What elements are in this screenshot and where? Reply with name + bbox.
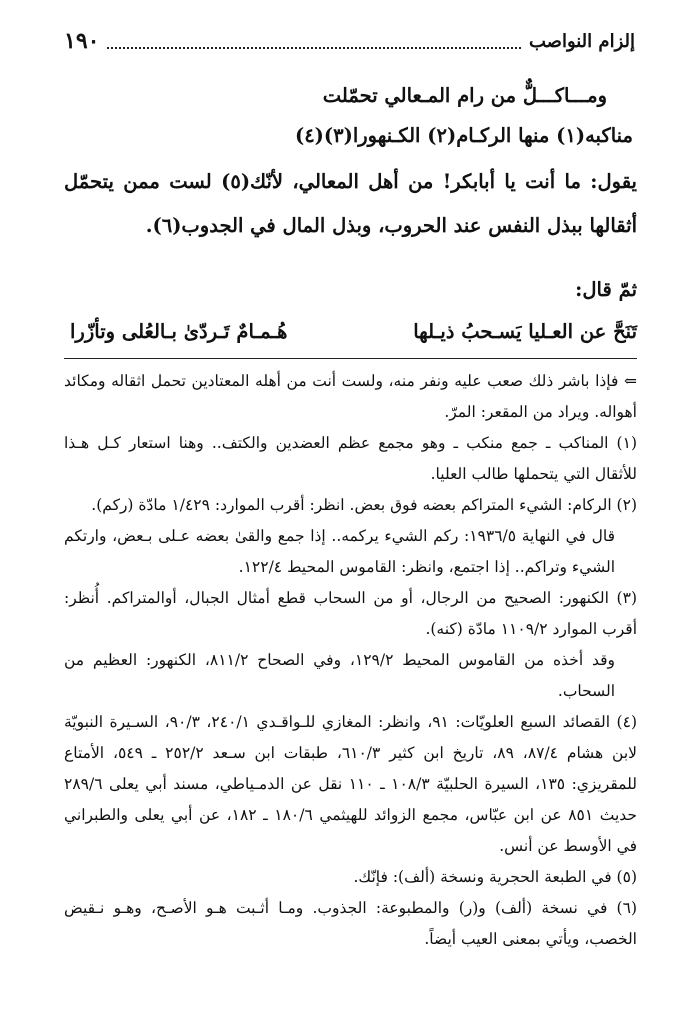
footnote-3: (٣) الكنهور: الصحيح من الرجال، أو من السحاب قطع أمثال الجبال، أوالمتراكم. أُنظر: أقرب الموارد ١١٠٩/٢ مادّة (كنه). — [64, 589, 637, 638]
footnote-3-continued: وقد أخذه من القاموس المحيط ١٢٩/٢، وفي الصحاح ٨١١/٢، الكنهور: العظيم من السحاب. — [64, 651, 615, 700]
running-title: إلزام النواصب — [528, 30, 635, 52]
page-header — [64, 26, 635, 56]
footnote-divider — [64, 358, 637, 359]
footnote-2: (٢) الركام: الشيء المتراكم بعضه فوق بعض. انظر: أقرب الموارد: ١/٤٢٩ مادّة (ركم). — [91, 496, 637, 514]
verse-line-1: ومـــاكـــلٌّ من رام المـعالي تحمّلت — [322, 84, 607, 107]
dotted-leader — [107, 33, 521, 49]
verse-line-2: مناكبه(١) منها الركـام(٢) الكـنهورا(٣)(٤) — [294, 124, 633, 147]
couplet-second-hemistich: هُـمـامٌ تَـردّىٰ بـالعُلى وتأزّرا — [70, 319, 288, 343]
page-number: ١٩٠ — [64, 28, 100, 54]
footnote-5: (٥) في الطبعة الحجرية ونسخة (ألف): فإنّك. — [353, 868, 637, 886]
poetry-couplet — [64, 312, 637, 352]
commentary-paragraph: يقول: ما أنت يا أبابكر! من أهل المعالي، لأنّك(٥) لست ممن يتحمّل أثقالها ببذل النفس عند الحروب، وبذل المال في الجدوب(٦). — [64, 170, 637, 237]
footnote-2-continued: قال في النهاية ١٩٣٦/٥: ركم الشيء يركمه.. إذا جمع والقىٰ بعضه عـلى بـعض، وارتكم الشيء وتراكم.. إذا اجتمع، وانظر: القاموس المحيط ١٢٢/٤. — [64, 527, 615, 576]
footnote-4: (٤) القصائد السبع العلويّات: ٩١، وانظر: المغازي للـواقـدي ٢٤٠/١، ٩٠/٣، السـيرة النبويّة لابن هشام ٨٧/٤، ٨٩، تاريخ ابن كثير ٦١٠/٣، طبقات ابن سـعد ٢٥٢/٢ ـ ٥٤٩، الأمتاع للمقريزي: ١٣٥، السيرة الحلبيّة ١٠٨/٣ ـ ١١٠ نقل عن الدمـياطي، مسند أبي يعلى ٢٨٩/٦ حديث ٨٥١ عن ابن عبّاس، مجمع الزوائد للهيثمي ١٨٠/٦ ـ ١٨٢، عن أبي يعلى والطبراني في الأوسط عن أنس. — [64, 713, 637, 855]
main-text — [64, 76, 637, 352]
then-said-label: ثمّ قال: — [575, 277, 637, 301]
footnote-6: (٦) في نسخة (ألف) و(ر) والمطبوعة: الجذوب. ومـا أثـبت هـو الأصـح، وهـو نـقيض الخصب، ويأتي بمعنى العيب أيضاً. — [64, 899, 637, 948]
footnotes — [64, 366, 637, 955]
couplet-first-hemistich: تَنَحَّ عن العـليا يَسـحبُ ذيـلها — [413, 319, 637, 343]
footnote-continuation: ⇐ فإذا باشر ذلك صعب عليه ونفر منه، ولست أنت من أهله المعتادين تحمل اثقاله ومكائد أهواله. ويراد من المقعر: المرّ. — [64, 372, 637, 421]
footnote-1: (١) المناكب ـ جمع منكب ـ وهو مجمع عظم العضدين والكتف.. وهنا استعار كـل هـذا للأثقال التي يتحملها طالب العليا. — [64, 434, 637, 483]
